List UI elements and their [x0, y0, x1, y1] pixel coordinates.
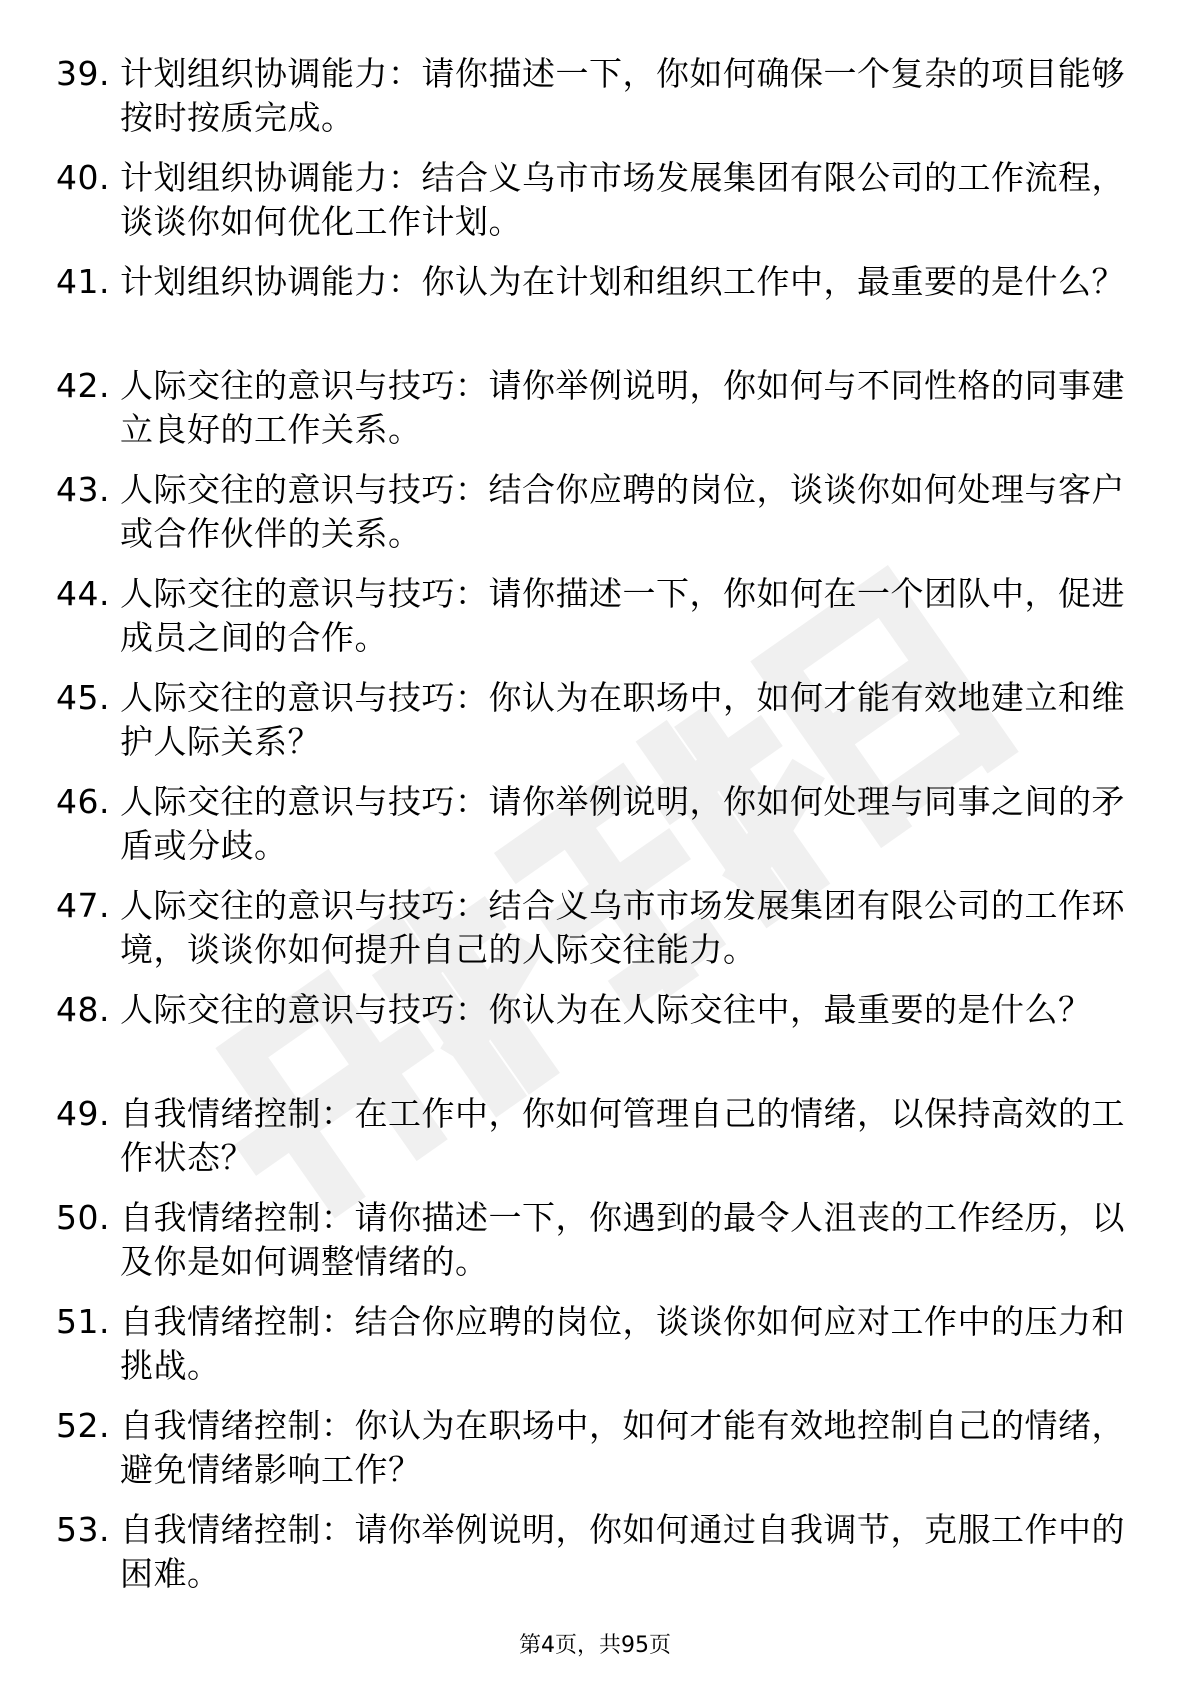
question-text: 人际交往的意识与技巧：结合义乌市市场发展集团有限公司的工作环境，谈谈你如何提升自己的人际交往能力。 [120, 886, 1125, 969]
list-item [56, 260, 1126, 364]
question-text: 计划组织协调能力：请你描述一下，你如何确保一个复杂的项目能够按时按质完成。 [120, 54, 1125, 137]
list-item [56, 364, 1126, 468]
list-item [56, 156, 1126, 260]
question-number: 49. [56, 1094, 110, 1133]
list-item [56, 1092, 1126, 1196]
question-number: 48. [56, 990, 110, 1029]
list-item [56, 1404, 1126, 1508]
question-number: 41. [56, 262, 110, 301]
question-text: 自我情绪控制：请你举例说明，你如何通过自我调节，克服工作中的困难。 [120, 1510, 1125, 1593]
question-text: 人际交往的意识与技巧：请你描述一下，你如何在一个团队中，促进成员之间的合作。 [120, 574, 1125, 657]
question-number: 43. [56, 470, 110, 509]
question-number: 40. [56, 158, 110, 197]
question-text: 人际交往的意识与技巧：你认为在职场中，如何才能有效地建立和维护人际关系？ [120, 678, 1125, 761]
page-number-label: 第4页，共95页 [519, 1633, 671, 1658]
question-text: 自我情绪控制：你认为在职场中，如何才能有效地控制自己的情绪，避免情绪影响工作？ [120, 1406, 1125, 1489]
list-item [56, 1300, 1126, 1404]
question-number: 51. [56, 1302, 110, 1341]
list-item [56, 1508, 1126, 1612]
question-number: 52. [56, 1406, 110, 1445]
list-item [56, 884, 1126, 988]
question-number: 50. [56, 1198, 110, 1237]
question-text: 人际交往的意识与技巧：请你举例说明，你如何处理与同事之间的矛盾或分歧。 [120, 782, 1125, 865]
list-item [56, 468, 1126, 572]
question-list [56, 52, 1126, 1612]
question-number: 47. [56, 886, 110, 925]
question-text: 自我情绪控制：结合你应聘的岗位，谈谈你如何应对工作中的压力和挑战。 [120, 1302, 1125, 1385]
list-item [56, 1196, 1126, 1300]
list-item [56, 988, 1126, 1092]
question-number: 42. [56, 366, 110, 405]
question-number: 39. [56, 54, 110, 93]
question-text: 人际交往的意识与技巧：结合你应聘的岗位，谈谈你如何处理与客户或合作伙伴的关系。 [120, 470, 1125, 553]
question-number: 53. [56, 1510, 110, 1549]
question-text: 计划组织协调能力：你认为在计划和组织工作中，最重要的是什么？ [120, 262, 1125, 301]
list-item [56, 676, 1126, 780]
question-text: 计划组织协调能力：结合义乌市市场发展集团有限公司的工作流程，谈谈你如何优化工作计划。 [120, 158, 1125, 241]
question-text: 自我情绪控制：请你描述一下，你遇到的最令人沮丧的工作经历，以及你是如何调整情绪的。 [120, 1198, 1125, 1281]
question-number: 45. [56, 678, 110, 717]
list-item [56, 572, 1126, 676]
question-text: 人际交往的意识与技巧：你认为在人际交往中，最重要的是什么？ [120, 990, 1092, 1029]
question-text: 自我情绪控制：在工作中，你如何管理自己的情绪，以保持高效的工作状态？ [120, 1094, 1125, 1177]
question-number: 46. [56, 782, 110, 821]
question-text: 人际交往的意识与技巧：请你举例说明，你如何与不同性格的同事建立良好的工作关系。 [120, 366, 1125, 449]
list-item [56, 780, 1126, 884]
question-number: 44. [56, 574, 110, 613]
list-item [56, 52, 1126, 156]
page-footer [0, 1632, 1190, 1660]
